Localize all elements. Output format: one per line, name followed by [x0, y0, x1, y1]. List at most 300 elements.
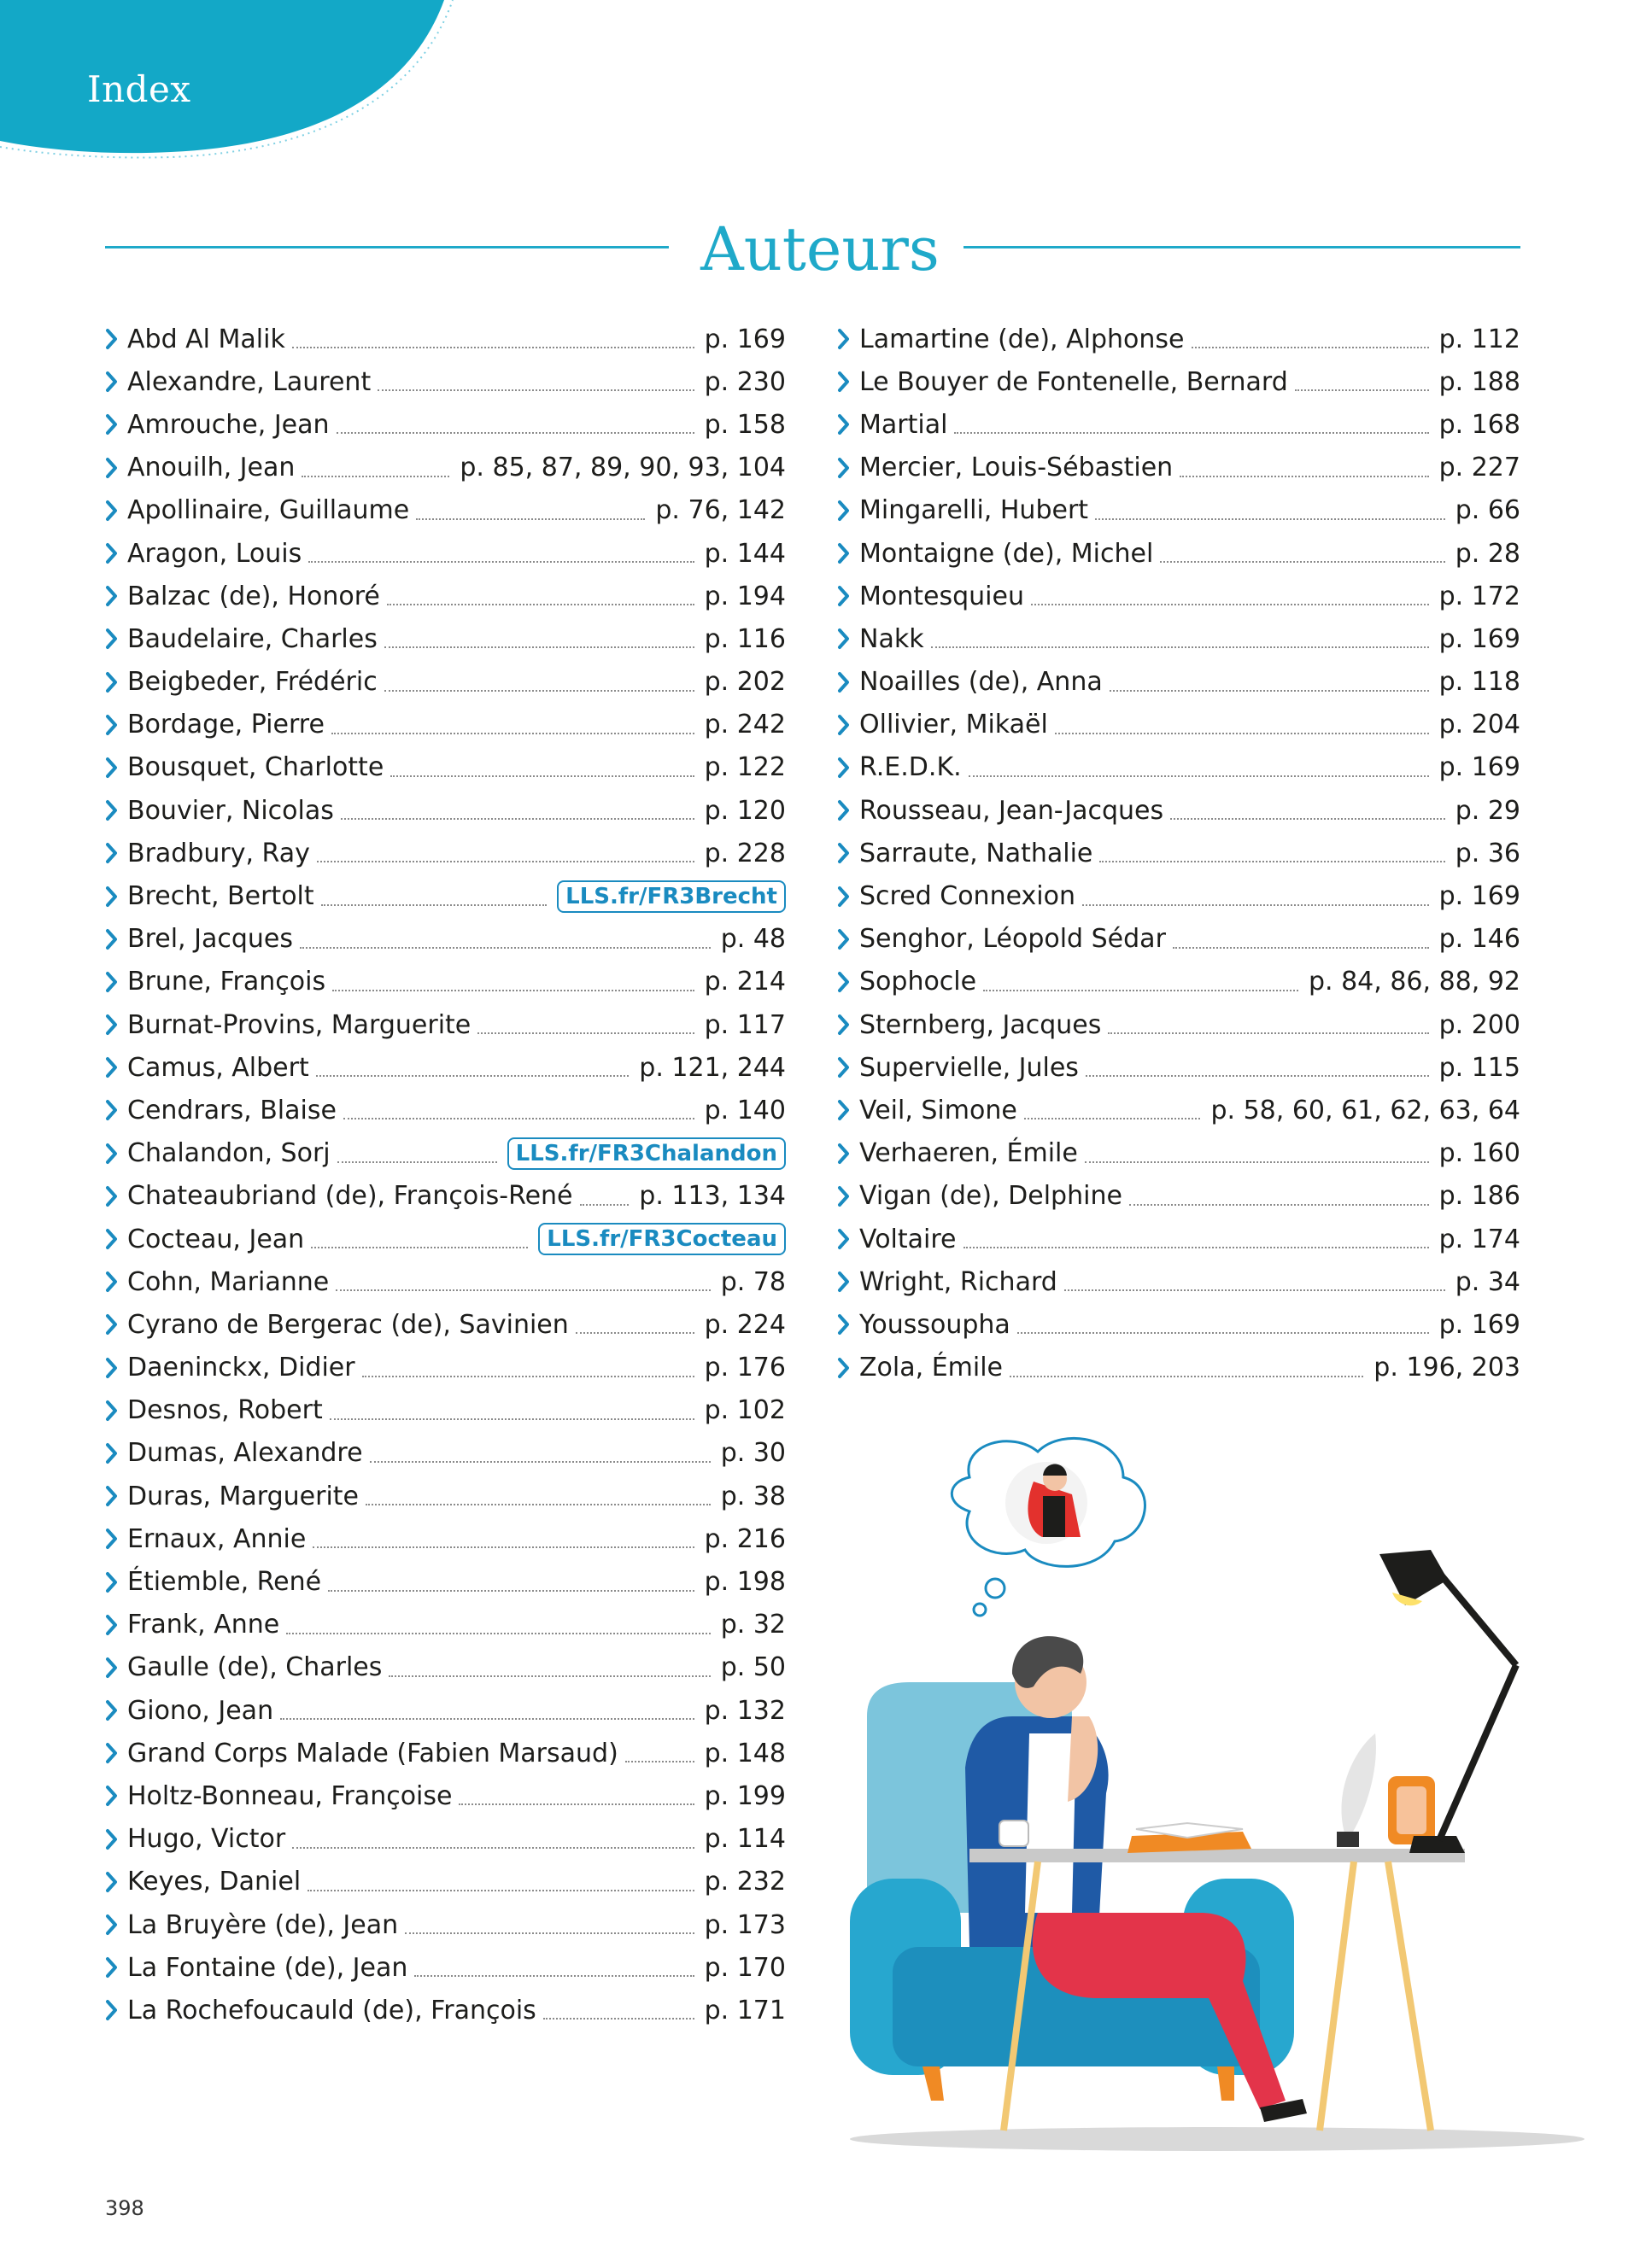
author-name: Chateaubriand (de), François-René	[127, 1181, 573, 1212]
page-reference: p. 78	[720, 1266, 786, 1297]
dot-leader	[292, 1847, 694, 1849]
page-reference: p. 113, 134	[639, 1181, 786, 1212]
index-entry	[837, 1003, 1520, 1046]
dot-leader	[543, 2018, 694, 2020]
author-name: Sarraute, Nathalie	[859, 838, 1093, 868]
page-reference: p. 227	[1438, 453, 1520, 483]
author-name: Rousseau, Jean-Jacques	[859, 795, 1164, 826]
dot-leader	[384, 646, 694, 648]
author-name: Montesquieu	[859, 581, 1024, 611]
page-reference: p. 204	[1438, 710, 1520, 740]
dot-leader	[341, 818, 694, 820]
dot-leader	[1180, 476, 1428, 477]
author-name: Cohn, Marianne	[127, 1266, 330, 1297]
dot-leader	[332, 990, 694, 991]
resource-link[interactable]: LLS.fr/FR3Cocteau	[538, 1223, 786, 1255]
index-entry	[105, 447, 786, 489]
index-entry	[837, 532, 1520, 575]
chevron-right-icon	[105, 1271, 119, 1293]
dot-leader	[1024, 1118, 1201, 1119]
dot-leader	[1095, 518, 1445, 520]
dot-leader	[969, 775, 1429, 777]
author-name: Zola, Émile	[859, 1353, 1004, 1383]
index-entry	[837, 318, 1520, 360]
index-entry	[837, 1218, 1520, 1260]
index-entry	[105, 789, 786, 832]
dot-leader	[300, 947, 711, 949]
page-reference: p. 102	[704, 1395, 786, 1426]
dot-leader	[1010, 1376, 1363, 1377]
index-entry	[105, 1946, 786, 1989]
index-entry	[105, 874, 786, 917]
author-name: Apollinaire, Guillaume	[127, 495, 410, 526]
index-entry	[837, 1303, 1520, 1346]
page-reference: p. 169	[1438, 752, 1520, 783]
chevron-right-icon	[837, 457, 851, 479]
index-entry	[105, 704, 786, 746]
author-name: Wright, Richard	[859, 1266, 1057, 1297]
chevron-right-icon	[105, 886, 119, 908]
page-reference: p. 48	[720, 924, 786, 955]
dot-leader	[328, 1590, 694, 1592]
index-entry	[837, 1046, 1520, 1089]
page-reference: p. 115	[1438, 1052, 1520, 1083]
dot-leader	[1082, 904, 1429, 906]
dot-leader	[292, 347, 694, 348]
index-entry	[105, 1003, 786, 1046]
chevron-right-icon	[105, 1571, 119, 1593]
dot-leader	[1086, 1075, 1429, 1077]
dot-leader	[302, 476, 449, 477]
author-name: Noailles (de), Anna	[859, 667, 1103, 698]
chevron-right-icon	[105, 1657, 119, 1679]
index-entry	[837, 447, 1520, 489]
author-name: Lamartine (de), Alphonse	[859, 324, 1185, 354]
dot-leader	[1085, 1161, 1429, 1163]
page-reference: p. 29	[1455, 795, 1520, 826]
index-entry	[105, 1303, 786, 1346]
chevron-right-icon	[837, 1014, 851, 1036]
index-entry	[837, 1089, 1520, 1131]
author-name: Brecht, Bertolt	[127, 881, 314, 912]
dot-leader	[337, 432, 694, 434]
page-reference: p. 169	[704, 324, 786, 354]
author-name: Nakk	[859, 623, 924, 654]
index-entry	[105, 1218, 786, 1260]
dot-leader	[313, 1546, 694, 1548]
page-reference: p. 76, 142	[655, 495, 786, 526]
author-name: Ernaux, Annie	[127, 1523, 307, 1554]
chevron-right-icon	[105, 928, 119, 950]
dot-leader	[387, 604, 694, 605]
chevron-right-icon	[105, 628, 119, 650]
index-entry	[105, 1089, 786, 1131]
dot-leader	[384, 690, 694, 692]
author-name: Abd Al Malik	[127, 324, 285, 354]
dot-leader	[954, 432, 1428, 434]
chevron-right-icon	[105, 1014, 119, 1036]
dot-leader	[477, 1032, 694, 1034]
page-reference: p. 200	[1438, 1009, 1520, 1040]
index-entry	[837, 360, 1520, 403]
index-entry	[105, 617, 786, 660]
chevron-right-icon	[105, 1785, 119, 1807]
author-name: Montaigne (de), Michel	[859, 538, 1154, 569]
chevron-right-icon	[105, 1871, 119, 1893]
index-entry	[105, 1732, 786, 1774]
chevron-right-icon	[105, 799, 119, 821]
header-section-label: Index	[87, 68, 191, 110]
page-reference: p. 188	[1438, 366, 1520, 397]
dot-leader	[1110, 690, 1429, 692]
author-name: La Bruyère (de), Jean	[127, 1909, 399, 1940]
author-name: Vigan (de), Delphine	[859, 1181, 1122, 1212]
chevron-right-icon	[105, 1228, 119, 1250]
index-entry	[105, 661, 786, 704]
index-entry	[105, 1046, 786, 1089]
author-name: R.E.D.K.	[859, 752, 962, 783]
dot-leader	[1017, 1332, 1429, 1334]
author-name: Chalandon, Sorj	[127, 1138, 331, 1169]
index-entry	[105, 1818, 786, 1861]
page-reference: p. 32	[720, 1610, 786, 1640]
chevron-right-icon	[837, 371, 851, 393]
author-name: Mercier, Louis-Sébastien	[859, 453, 1174, 483]
dot-leader	[1170, 818, 1445, 820]
author-name: La Rochefoucauld (de), François	[127, 1995, 536, 2025]
author-name: Bouvier, Nicolas	[127, 795, 334, 826]
page-reference: p. 169	[1438, 881, 1520, 912]
page-reference: p. 199	[704, 1780, 786, 1811]
chevron-right-icon	[105, 1999, 119, 2021]
index-entry	[837, 961, 1520, 1003]
page-reference: p. 194	[704, 581, 786, 611]
author-name: Voltaire	[859, 1224, 957, 1254]
page-reference: p. 174	[1438, 1224, 1520, 1254]
chevron-right-icon	[837, 1357, 851, 1379]
chevron-right-icon	[837, 842, 851, 864]
chevron-right-icon	[837, 328, 851, 350]
author-name: Aragon, Louis	[127, 538, 302, 569]
page-reference: p. 146	[1438, 924, 1520, 955]
dot-leader	[1129, 1204, 1429, 1206]
page-reference: p. 117	[704, 1009, 786, 1040]
index-entry	[105, 961, 786, 1003]
dot-leader	[343, 1118, 694, 1119]
author-name: Veil, Simone	[859, 1095, 1017, 1125]
page-reference: p. 242	[704, 710, 786, 740]
page-number: 398	[105, 2196, 144, 2220]
page-reference: p. 202	[704, 667, 786, 698]
page-reference: p. 58, 60, 61, 62, 63, 64	[1210, 1095, 1520, 1125]
chevron-right-icon	[837, 799, 851, 821]
page-reference: p. 112	[1438, 324, 1520, 354]
page-reference: p. 132	[704, 1695, 786, 1726]
dot-leader	[321, 904, 547, 906]
page-reference: p. 232	[704, 1867, 786, 1897]
page-reference: p. 160	[1438, 1138, 1520, 1169]
dot-leader	[316, 1075, 630, 1077]
page-reference: p. 140	[704, 1095, 786, 1125]
author-name: Duras, Marguerite	[127, 1481, 360, 1511]
chevron-right-icon	[105, 413, 119, 435]
index-entry	[105, 1132, 786, 1175]
chevron-right-icon	[837, 1056, 851, 1078]
author-name: Alexandre, Laurent	[127, 366, 372, 397]
index-entry	[105, 360, 786, 403]
author-name: Gaulle (de), Charles	[127, 1652, 383, 1683]
chevron-right-icon	[105, 1442, 119, 1464]
author-name: Cendrars, Blaise	[127, 1095, 337, 1125]
chevron-right-icon	[105, 1742, 119, 1764]
dot-leader	[308, 561, 694, 563]
author-name: Frank, Anne	[127, 1610, 280, 1640]
chevron-right-icon	[105, 500, 119, 522]
chevron-right-icon	[837, 1185, 851, 1207]
author-name: Bradbury, Ray	[127, 838, 310, 868]
chevron-right-icon	[837, 1143, 851, 1165]
index-entry	[105, 1517, 786, 1560]
author-name: Étiemble, René	[127, 1567, 322, 1598]
index-entry	[105, 1861, 786, 1903]
page-reference: p. 38	[720, 1481, 786, 1511]
chevron-right-icon	[105, 542, 119, 564]
author-name: Keyes, Daniel	[127, 1867, 302, 1897]
dot-leader	[378, 389, 694, 391]
author-name: Brel, Jacques	[127, 924, 293, 955]
index-entry	[837, 1347, 1520, 1389]
index-entry	[105, 532, 786, 575]
index-entry	[837, 1260, 1520, 1303]
chevron-right-icon	[837, 971, 851, 993]
author-name: Senghor, Léopold Sédar	[859, 924, 1166, 955]
page-reference: p. 230	[704, 366, 786, 397]
dot-leader	[1108, 1032, 1428, 1034]
page-reference: p. 144	[704, 538, 786, 569]
page-reference: p. 158	[704, 409, 786, 440]
dot-leader	[389, 1675, 710, 1677]
dot-leader	[280, 1718, 694, 1720]
author-name: Burnat-Provins, Marguerite	[127, 1009, 472, 1040]
index-entry	[105, 1774, 786, 1817]
resource-link[interactable]: LLS.fr/FR3Brecht	[557, 880, 786, 913]
page-reference: p. 114	[704, 1824, 786, 1855]
index-entry	[837, 617, 1520, 660]
chevron-right-icon	[837, 585, 851, 607]
dot-leader	[416, 518, 645, 520]
author-name: Sternberg, Jacques	[859, 1009, 1102, 1040]
author-name: Beigbeder, Frédéric	[127, 667, 378, 698]
index-entry	[837, 918, 1520, 961]
author-name: Martial	[859, 409, 948, 440]
chevron-right-icon	[105, 585, 119, 607]
page-reference: p. 66	[1455, 495, 1520, 526]
dot-leader	[331, 733, 694, 734]
index-entry	[837, 1175, 1520, 1218]
chevron-right-icon	[837, 542, 851, 564]
title-rule-right	[964, 246, 1520, 248]
page-reference: p. 168	[1438, 409, 1520, 440]
index-entry	[105, 318, 786, 360]
dot-leader	[390, 775, 694, 777]
author-name: Cyrano de Bergerac (de), Savinien	[127, 1309, 569, 1340]
author-name: Ollivier, Mikaël	[859, 710, 1048, 740]
index-entry	[105, 1604, 786, 1646]
chevron-right-icon	[105, 1614, 119, 1636]
chevron-right-icon	[105, 1699, 119, 1721]
chevron-right-icon	[105, 1400, 119, 1422]
index-entry	[105, 489, 786, 532]
chevron-right-icon	[105, 842, 119, 864]
author-name: Bousquet, Charlotte	[127, 752, 384, 783]
header-decoration	[0, 0, 478, 162]
dot-leader	[964, 1247, 1429, 1248]
chevron-right-icon	[105, 1828, 119, 1850]
author-name: Brune, François	[127, 967, 326, 997]
dot-leader	[1173, 947, 1429, 949]
page-reference: p. 116	[704, 623, 786, 654]
index-entry	[105, 1175, 786, 1218]
dot-leader	[1099, 861, 1444, 862]
page-reference: p. 198	[704, 1567, 786, 1598]
chevron-right-icon	[837, 1271, 851, 1293]
page-reference: p. 228	[704, 838, 786, 868]
chevron-right-icon	[837, 1228, 851, 1250]
index-entry	[837, 832, 1520, 874]
page-reference: p. 30	[720, 1438, 786, 1469]
author-name: Hugo, Victor	[127, 1824, 286, 1855]
chevron-right-icon	[105, 1914, 119, 1936]
index-entry	[105, 832, 786, 874]
reader-illustration	[841, 1435, 1589, 2156]
page-reference: p. 196, 203	[1374, 1353, 1520, 1383]
chevron-right-icon	[105, 971, 119, 993]
author-name: Baudelaire, Charles	[127, 623, 378, 654]
dot-leader	[370, 1461, 711, 1463]
index-entry	[837, 575, 1520, 617]
page-reference: p. 120	[704, 795, 786, 826]
author-name: Grand Corps Malade (Fabien Marsaud)	[127, 1738, 618, 1768]
page-reference: p. 173	[704, 1909, 786, 1940]
index-entry	[837, 1132, 1520, 1175]
chevron-right-icon	[105, 1956, 119, 1979]
author-name: Desnos, Robert	[127, 1395, 323, 1426]
page-reference: p. 186	[1438, 1181, 1520, 1212]
chevron-right-icon	[105, 671, 119, 693]
author-name: Sophocle	[859, 967, 977, 997]
chevron-right-icon	[105, 457, 119, 479]
index-entry	[105, 1689, 786, 1732]
dot-leader	[625, 1761, 694, 1762]
author-name: Camus, Albert	[127, 1052, 309, 1083]
chevron-right-icon	[105, 757, 119, 779]
page-reference: p. 148	[704, 1738, 786, 1768]
dot-leader	[308, 1890, 694, 1891]
dot-leader	[576, 1332, 694, 1334]
page-reference: p. 176	[704, 1353, 786, 1383]
index-entry	[105, 575, 786, 617]
author-name: Youssoupha	[859, 1309, 1010, 1340]
page-reference: p. 172	[1438, 581, 1520, 611]
dot-leader	[414, 1975, 694, 1977]
chevron-right-icon	[105, 1485, 119, 1507]
chevron-right-icon	[837, 413, 851, 435]
chevron-right-icon	[105, 1056, 119, 1078]
author-name: La Fontaine (de), Jean	[127, 1952, 408, 1983]
index-entry	[105, 1432, 786, 1475]
author-name: Daeninckx, Didier	[127, 1353, 355, 1383]
chevron-right-icon	[837, 928, 851, 950]
chevron-right-icon	[105, 1313, 119, 1336]
chevron-right-icon	[105, 1185, 119, 1207]
page-reference: p. 169	[1438, 1309, 1520, 1340]
chevron-right-icon	[837, 714, 851, 736]
resource-link[interactable]: LLS.fr/FR3Chalandon	[507, 1137, 786, 1170]
page-reference: p. 36	[1455, 838, 1520, 868]
index-entry	[105, 1347, 786, 1389]
index-entry	[837, 874, 1520, 917]
page-reference: p. 169	[1438, 623, 1520, 654]
dot-leader	[1031, 604, 1429, 605]
page-reference: p. 216	[704, 1523, 786, 1554]
author-name: Cocteau, Jean	[127, 1224, 305, 1254]
author-name: Balzac (de), Honoré	[127, 581, 380, 611]
author-name: Holtz-Bonneau, Françoise	[127, 1780, 453, 1811]
dot-leader	[286, 1633, 710, 1634]
author-name: Anouilh, Jean	[127, 453, 296, 483]
index-column-left	[105, 318, 786, 2032]
index-entry	[837, 746, 1520, 789]
author-name: Scred Connexion	[859, 881, 1075, 912]
index-entry	[105, 1475, 786, 1517]
dot-leader	[405, 1932, 694, 1934]
dot-leader	[317, 861, 694, 862]
page-reference: p. 50	[720, 1652, 786, 1683]
dot-leader	[337, 1161, 497, 1163]
index-column-right	[837, 318, 1520, 1389]
chevron-right-icon	[837, 757, 851, 779]
chevron-right-icon	[105, 1099, 119, 1121]
chevron-right-icon	[837, 1313, 851, 1336]
dot-leader	[1295, 389, 1429, 391]
dot-leader	[1064, 1289, 1445, 1291]
page-title: Auteurs	[700, 214, 940, 284]
page-reference: p. 85, 87, 89, 90, 93, 104	[460, 453, 786, 483]
page-reference: p. 121, 244	[639, 1052, 786, 1083]
chevron-right-icon	[105, 1143, 119, 1165]
dot-leader	[336, 1289, 710, 1291]
dot-leader	[580, 1204, 630, 1206]
page-reference: p. 171	[704, 1995, 786, 2025]
index-entry	[105, 1389, 786, 1432]
page-reference: p. 170	[704, 1952, 786, 1983]
index-entry	[105, 1903, 786, 1946]
dot-leader	[366, 1504, 711, 1505]
author-name: Verhaeren, Émile	[859, 1138, 1078, 1169]
dot-leader	[459, 1803, 694, 1805]
page-reference: p. 224	[704, 1309, 786, 1340]
chevron-right-icon	[837, 671, 851, 693]
author-name: Giono, Jean	[127, 1695, 274, 1726]
dot-leader	[330, 1418, 694, 1420]
page-reference: p. 84, 86, 88, 92	[1308, 967, 1520, 997]
author-name: Dumas, Alexandre	[127, 1438, 363, 1469]
index-entry	[837, 789, 1520, 832]
chevron-right-icon	[837, 500, 851, 522]
page-reference: p. 122	[704, 752, 786, 783]
index-entry	[105, 1646, 786, 1689]
dot-leader	[311, 1247, 528, 1248]
